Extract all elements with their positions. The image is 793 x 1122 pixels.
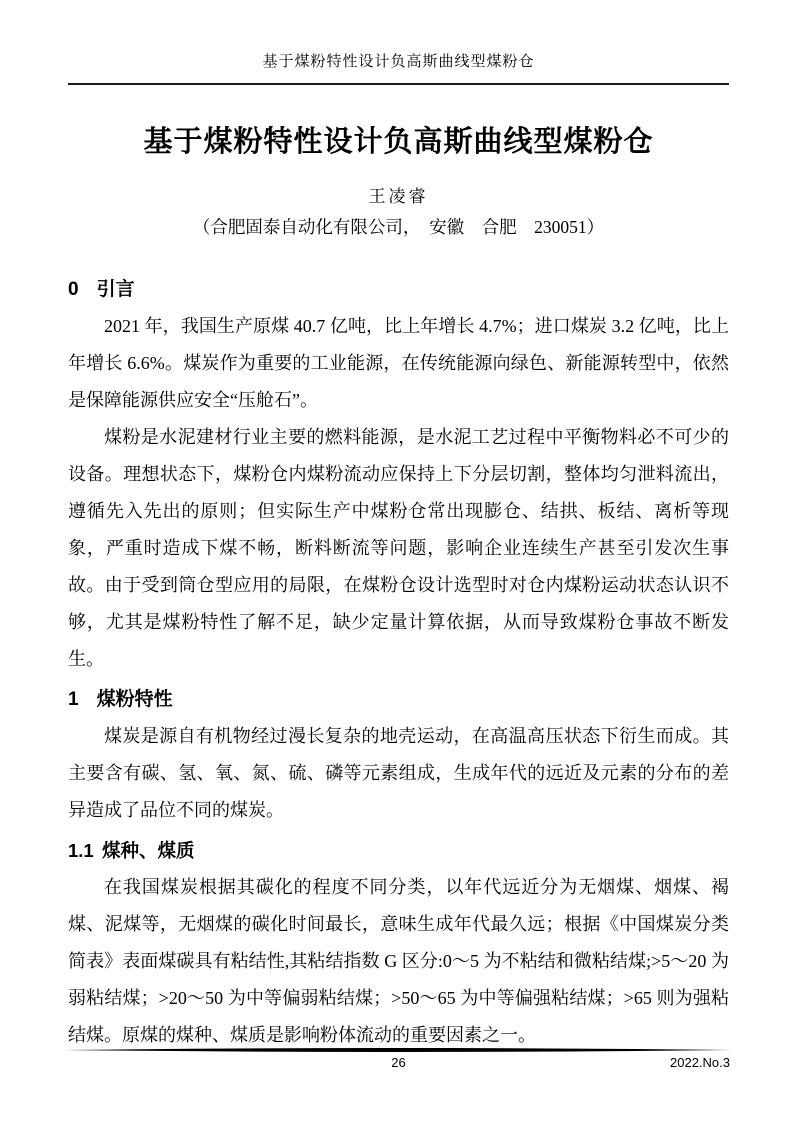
paragraph: 煤粉是水泥建材行业主要的燃料能源，是水泥工艺过程中平衡物料必不可少的设备。理想状态下，煤粉仓内煤粉流动应保持上下分层切割，整体均匀泄料流出，遵循先入先出的原则；但实际生产中煤粉仓常出现膨仓、结拱、板结、离析等现象，严重时造成下煤不畅，断料断流等问题，影响企业连续生产甚至引发次生事故。由于受到筒仓型应用的局限，在煤粉仓设计选型时对仓内煤粉运动状态认识不够，尤其是煤粉特性了解不足，缺少定量计算依据，从而导致煤粉仓事故不断发生。 <box>68 427 729 669</box>
issue-label: 2022.No.3 <box>670 1055 730 1070</box>
section-heading-1 <box>68 681 729 718</box>
footer-row <box>65 1053 732 1073</box>
section-heading-1-1 <box>68 832 729 869</box>
affiliation: （合肥固泰自动化有限公司， 安徽 合肥 230051） <box>192 217 605 237</box>
section-number: 1.1 <box>68 840 94 861</box>
section-title: 引言 <box>96 279 135 300</box>
running-header-title: 基于煤粉特性设计负高斯曲线型煤粉仓 <box>262 54 535 70</box>
page-number: 26 <box>391 1055 406 1070</box>
section-number: 0 <box>68 279 79 300</box>
section-heading-0 <box>68 271 729 308</box>
paragraph: 2021 年，我国生产原煤 40.7 亿吨，比上年增长 4.7%；进口煤炭 3.2 亿吨，比上年增长 6.6%。煤炭作为重要的工业能源，在传统能源向绿色、新能源转型中，依然是保障能源供应安全“压舱石”。 <box>68 316 729 410</box>
paragraph: 煤炭是源自有机物经过漫长复杂的地壳运动，在高温高压状态下衍生而成。其主要含有碳、氢、氧、氮、硫、磷等元素组成，生成年代的远近及元素的分布的差异造成了品位不同的煤炭。 <box>68 726 729 820</box>
section-number: 1 <box>68 689 79 710</box>
page-footer <box>65 1047 732 1073</box>
paragraph: 在我国煤炭根据其碳化的程度不同分类，以年代远近分为无烟煤、烟煤、褐煤、泥煤等，无烟煤的碳化时间最长，意味生成年代最久远；根据《中国煤炭分类简表》表面煤碳具有粘结性,其粘结指数 G 区分:0～5 为不粘结和微粘结煤;>5～20 为弱粘结煤；>20～50 为中等偏弱粘结煤；>50～65 为中等偏强粘结煤；>65 则为强粘结煤。原煤的煤种、煤质是影响粉体流动的重要因素之一。 <box>68 877 729 1045</box>
running-header <box>68 52 729 85</box>
author-name: 王凌睿 <box>368 187 429 206</box>
page-content <box>68 0 729 1054</box>
section-title: 煤种、煤质 <box>102 840 195 861</box>
article-title: 基于煤粉特性设计负高斯曲线型煤粉仓 <box>143 126 654 158</box>
section-title: 煤粉特性 <box>96 689 173 710</box>
